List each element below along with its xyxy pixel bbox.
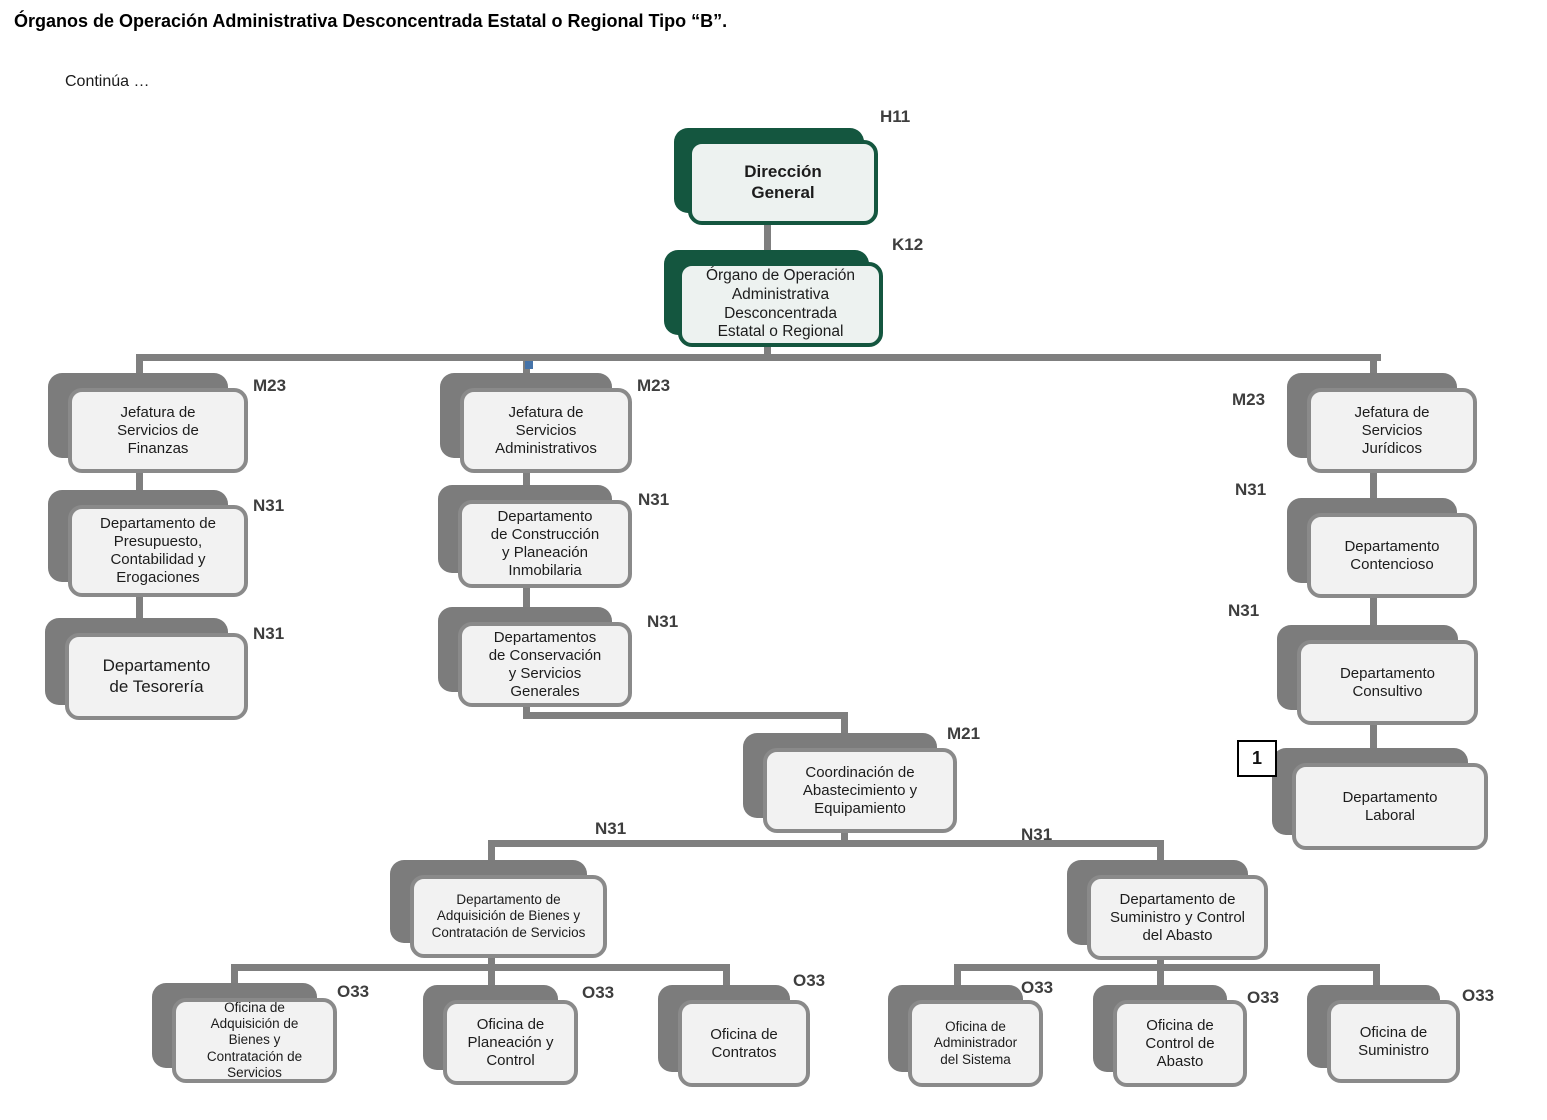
connector-line (488, 840, 1164, 847)
node-box (68, 505, 248, 597)
grade-code-organo-operacion: K12 (892, 235, 924, 254)
node-label: Departamento de Adquisición de Bienes y Contratación de Servicios (431, 892, 586, 940)
org-node-oficina-control-abasto (1113, 1000, 1247, 1087)
grade-code-depto-construccion: N31 (638, 490, 670, 509)
grade-code-oficina-control-abasto: O33 (1247, 988, 1280, 1007)
node-label: Jefatura de Servicios Jurídicos (1354, 403, 1430, 457)
node-label: Departamento Laboral (1342, 788, 1438, 824)
grade-code-depto-adquisicion: N31 (595, 819, 627, 838)
node-label: Departamento Consultivo (1339, 664, 1436, 700)
node-box (1292, 763, 1488, 850)
node-label: Oficina de Planeación y Control (467, 1015, 554, 1069)
node-label: Departamento de Tesorería (102, 656, 211, 696)
node-box (763, 748, 957, 833)
node-box (1327, 1000, 1460, 1083)
connector-line (523, 712, 848, 719)
org-node-oficina-planeacion (443, 1000, 578, 1085)
org-node-oficina-adquisicion (172, 998, 337, 1083)
node-label: Oficina de Suministro (1358, 1023, 1429, 1059)
node-label: Coordinación de Abastecimiento y Equipamiento (802, 763, 918, 817)
node-box (1307, 388, 1477, 473)
continuation-note: Continúa … (65, 73, 150, 90)
connector-line (231, 964, 730, 971)
org-node-depto-construccion (458, 500, 632, 588)
node-box (458, 622, 632, 707)
node-box (460, 388, 632, 473)
org-node-depto-adquisicion (410, 875, 607, 958)
footnote-marker-1: 1 (1237, 740, 1277, 777)
node-box (65, 633, 248, 720)
node-box (458, 500, 632, 588)
grade-code-jefatura-finanzas: M23 (253, 376, 287, 395)
node-box (1087, 875, 1268, 960)
grade-code-direccion-general: H11 (880, 107, 911, 126)
node-label: Jefatura de Servicios de Finanzas (117, 403, 199, 457)
org-node-direccion-general (688, 140, 878, 225)
grade-code-depto-suministro: N31 (1021, 825, 1053, 844)
org-node-depto-contencioso (1307, 513, 1477, 598)
node-label: Departamentos de Conservación y Servicios Generales (488, 628, 602, 700)
grade-code-oficina-administrador: O33 (1021, 978, 1054, 997)
grade-code-depto-tesoreria: N31 (253, 624, 285, 643)
node-box (68, 388, 248, 473)
node-label: Oficina de Adquisición de Bienes y Contratación de Servicios (206, 1000, 303, 1080)
grade-code-oficina-planeacion: O33 (582, 983, 615, 1002)
node-box (678, 262, 883, 347)
org-node-jefatura-juridicos (1307, 388, 1477, 473)
node-label: Órgano de Operación Administrativa Desconcentrada Estatal o Regional (705, 267, 856, 341)
node-label: Oficina de Control de Abasto (1145, 1016, 1215, 1070)
node-label: Departamento de Construcción y Planeación Inmobilaria (490, 508, 600, 579)
connector-line (136, 354, 1381, 361)
org-node-jefatura-finanzas (68, 388, 248, 473)
grade-code-depto-presupuesto: N31 (253, 496, 285, 515)
node-box (678, 1000, 810, 1087)
org-node-organo-operacion (678, 262, 883, 347)
grade-code-depto-consultivo: N31 (1228, 601, 1260, 620)
grade-code-coordinacion-abastecimiento: M21 (947, 724, 981, 743)
page-title: Órganos de Operación Administrativa Desconcentrada Estatal o Regional Tipo “B”. (14, 11, 728, 31)
org-node-depto-consultivo (1297, 640, 1478, 725)
org-node-depto-suministro (1087, 875, 1268, 960)
node-box (1297, 640, 1478, 725)
org-node-depto-presupuesto (68, 505, 248, 597)
node-box (688, 140, 878, 225)
grade-code-oficina-adquisicion: O33 (337, 982, 370, 1001)
node-label: Departamento Contencioso (1344, 537, 1440, 573)
node-box (1113, 1000, 1247, 1087)
node-label: Dirección General (744, 162, 822, 202)
grade-code-oficina-suministro: O33 (1462, 986, 1495, 1005)
node-label: Jefatura de Servicios Administrativos (495, 403, 597, 457)
node-box (443, 1000, 578, 1085)
org-node-deptos-conservacion (458, 622, 632, 707)
node-box (908, 1000, 1043, 1087)
org-node-oficina-administrador (908, 1000, 1043, 1087)
node-label: Oficina de Administrador del Sistema (933, 1019, 1018, 1067)
grade-code-jefatura-administrativos: M23 (637, 376, 671, 395)
org-node-coordinacion-abastecimiento (763, 748, 957, 833)
junction-marker (525, 361, 533, 369)
org-node-depto-laboral (1292, 763, 1488, 850)
grade-code-depto-contencioso: N31 (1235, 480, 1267, 499)
grade-code-deptos-conservacion: N31 (647, 612, 679, 631)
grade-code-jefatura-juridicos: M23 (1232, 390, 1266, 409)
node-label: Departamento de Suministro y Control del Abasto (1109, 890, 1246, 944)
node-label: Oficina de Contratos (710, 1025, 778, 1061)
org-node-oficina-suministro (1327, 1000, 1460, 1083)
org-node-jefatura-administrativos (460, 388, 632, 473)
org-node-depto-tesoreria (65, 633, 248, 720)
org-node-oficina-contratos (678, 1000, 810, 1087)
node-box (172, 998, 337, 1083)
connector-line (954, 964, 1380, 971)
grade-code-oficina-contratos: O33 (793, 971, 826, 990)
node-box (410, 875, 607, 958)
node-box (1307, 513, 1477, 598)
node-label: Departamento de Presupuesto, Contabilidad y Erogaciones (100, 515, 216, 586)
